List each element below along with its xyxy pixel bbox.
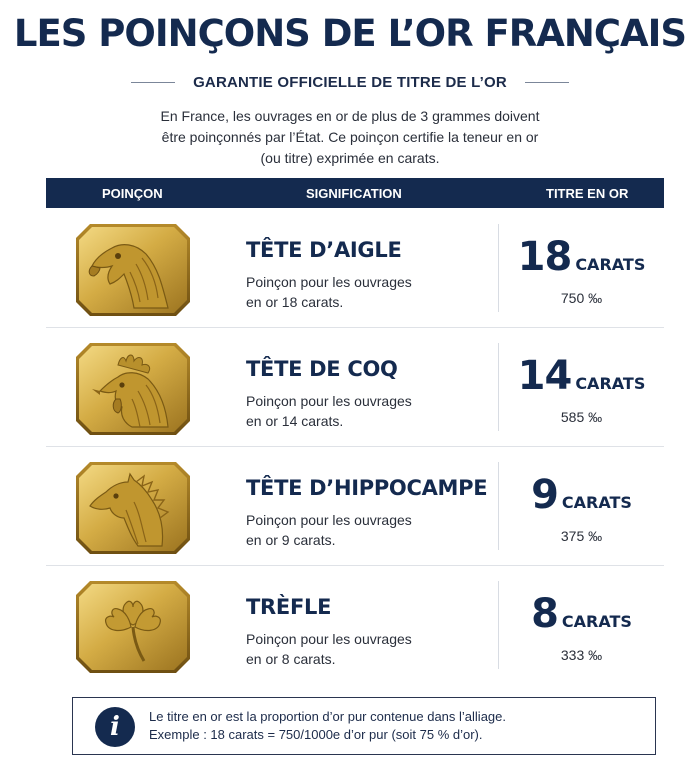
intro-line: (ou titre) exprimée en carats. (260, 150, 440, 166)
description-line: Poinçon pour les ouvrages (246, 512, 412, 528)
carat-value (499, 234, 664, 280)
rooster-head-icon (76, 343, 190, 435)
table-row (46, 567, 664, 685)
hallmark-description (246, 272, 446, 312)
description-line: Poinçon pour les ouvrages (246, 393, 412, 409)
description-line: en or 9 carats. (246, 532, 336, 548)
row-divider (46, 565, 664, 566)
column-header-titre: TITRE EN OR (546, 186, 629, 201)
description-line: en or 14 carats. (246, 413, 344, 429)
page-subtitle: GARANTIE OFFICIELLE DE TITRE DE L’OR (193, 73, 507, 91)
hallmark-description (246, 510, 446, 550)
info-icon: i (95, 707, 135, 747)
millieme-value: 750 ‰ (560, 290, 603, 306)
info-line: Le titre en or est la proportion d’or pur contenue dans l’alliage. (149, 709, 506, 724)
intro-line: être poinçonnés par l’État. Ce poinçon certifie la teneur en or (161, 129, 539, 145)
carat-unit: CARATS (561, 493, 632, 512)
subtitle-row (0, 72, 700, 92)
carat-number: 18 (517, 234, 572, 280)
intro-line: En France, les ouvrages en or de plus de 3 grammes doivent (160, 108, 540, 124)
carat-value (499, 353, 664, 399)
hallmark-description (246, 629, 446, 669)
hallmark-name: TÊTE DE COQ (246, 357, 398, 381)
hallmark-name: TÊTE D’AIGLE (246, 238, 402, 262)
subtitle-rule-left (131, 82, 175, 83)
carat-number: 14 (517, 353, 572, 399)
eagle-head-icon (76, 224, 190, 316)
carat-unit: CARATS (575, 374, 646, 393)
hallmark-name: TÊTE D’HIPPOCAMPE (246, 476, 488, 500)
carat-number: 8 (531, 591, 558, 637)
carat-unit: CARATS (561, 612, 632, 631)
description-line: en or 8 carats. (246, 651, 336, 667)
millieme-value: 333 ‰ (560, 647, 603, 663)
table-row (46, 448, 664, 566)
column-header-poincon: POINÇON (102, 186, 163, 201)
info-line: Exemple : 18 carats = 750/1000e d’or pur (soit 75 % d’or). (149, 727, 483, 742)
intro-text (110, 106, 590, 169)
table-row (46, 329, 664, 447)
millieme-value: 585 ‰ (560, 409, 603, 425)
carat-number: 9 (531, 472, 558, 518)
carat-unit: CARATS (575, 255, 646, 274)
seahorse-head-icon (76, 462, 190, 554)
carat-value (499, 591, 664, 637)
page-title: LES POINÇONS DE L’OR FRANÇAIS (13, 12, 687, 55)
millieme-value: 375 ‰ (560, 528, 603, 544)
subtitle-rule-right (525, 82, 569, 83)
description-line: Poinçon pour les ouvrages (246, 274, 412, 290)
table-row (46, 210, 664, 328)
description-line: en or 18 carats. (246, 294, 344, 310)
column-header-signification: SIGNIFICATION (306, 186, 402, 201)
row-divider (46, 446, 664, 447)
hallmark-description (246, 391, 446, 431)
clover-icon (76, 581, 190, 673)
carat-value (499, 472, 664, 518)
description-line: Poinçon pour les ouvrages (246, 631, 412, 647)
table-header (46, 178, 664, 208)
hallmark-name: TRÈFLE (246, 595, 332, 619)
row-divider (46, 327, 664, 328)
info-text (149, 708, 506, 744)
info-box (72, 697, 656, 755)
